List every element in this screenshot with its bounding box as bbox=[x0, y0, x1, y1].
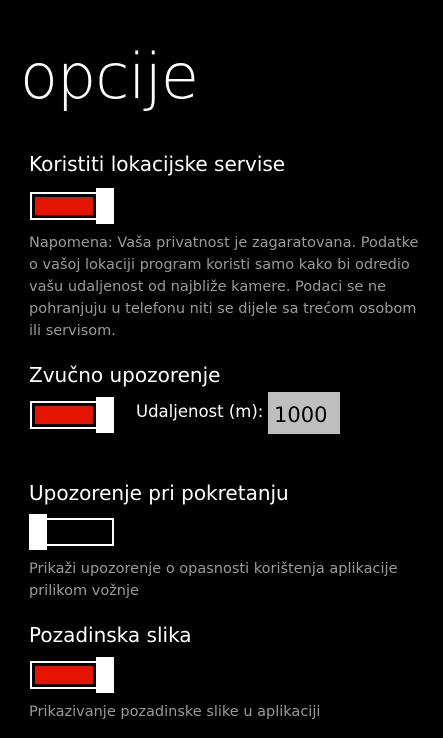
distance-label: Udaljenost (m): bbox=[136, 402, 264, 421]
startup-warning-toggle[interactable] bbox=[30, 514, 112, 548]
toggle-thumb bbox=[96, 188, 114, 224]
toggle-thumb bbox=[96, 657, 114, 693]
page-title: opcije bbox=[20, 40, 198, 113]
toggle-fill bbox=[35, 197, 93, 215]
startup-warning-note: Prikaži upozorenje o opasnosti korištenja aplikacije prilikom vožnje bbox=[29, 561, 398, 599]
startup-warning-label: Upozorenje pri pokretanju bbox=[29, 481, 289, 505]
toggle-thumb bbox=[96, 397, 114, 433]
distance-input[interactable] bbox=[268, 392, 340, 434]
privacy-note: Napomena: Vaša privatnost je zagaratovana. Podatke o vašoj lokaciji program koristi samo kako bi odredio vašu udaljenost od najbliže kamere. Podaci se ne pohranjuju u telefonu niti se dijele sa trećom osobom ili servisom. bbox=[29, 235, 419, 339]
sound-alert-toggle[interactable] bbox=[30, 397, 112, 431]
toggle-fill bbox=[35, 666, 93, 684]
location-services-label: Koristiti lokacijske servise bbox=[29, 152, 286, 176]
toggle-thumb bbox=[29, 514, 47, 550]
sound-alert-label: Zvučno upozorenje bbox=[29, 363, 221, 387]
location-services-toggle[interactable] bbox=[30, 188, 112, 222]
background-image-toggle[interactable] bbox=[30, 657, 112, 691]
background-image-note: Prikazivanje pozadinske slike u aplikaciji bbox=[29, 704, 321, 720]
toggle-fill bbox=[35, 406, 93, 424]
background-image-label: Pozadinska slika bbox=[29, 623, 192, 647]
